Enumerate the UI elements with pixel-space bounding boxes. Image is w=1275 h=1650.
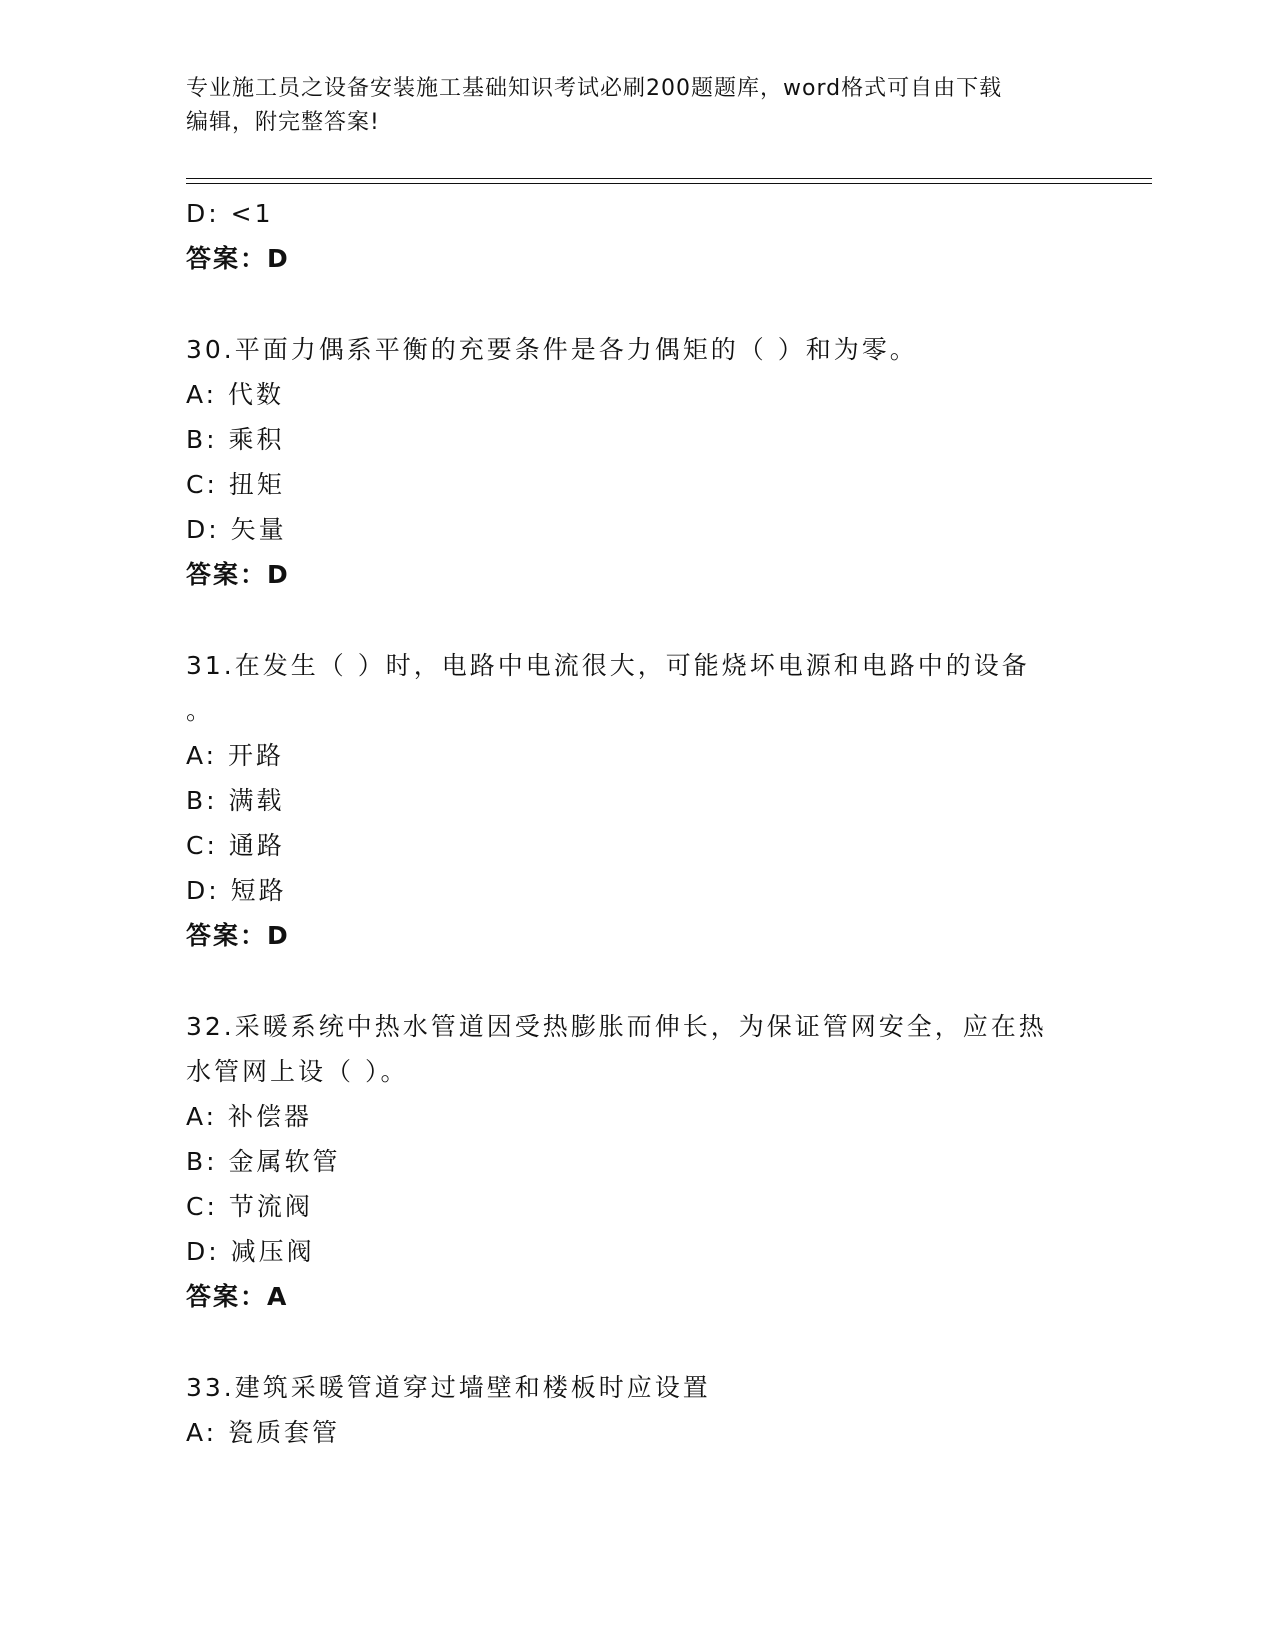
option-c: C: 节流阀 xyxy=(186,1192,313,1221)
header-rule-bottom xyxy=(186,183,1152,184)
question-list xyxy=(186,191,1086,1455)
option-a: A: 开路 xyxy=(186,741,285,770)
question-stem: 32.采暖系统中热水管道因受热膨胀而伸长，为保证管网安全，应在热 xyxy=(186,1012,1047,1041)
spacer xyxy=(186,597,1086,643)
question-stem: 31.在发生（ ）时，电路中电流很大，可能烧坏电源和电路中的设备 xyxy=(186,651,1030,680)
answer-label: 答案：A xyxy=(186,1282,289,1311)
option-d: D: 减压阀 xyxy=(186,1237,315,1266)
option-c: C: 通路 xyxy=(186,831,285,860)
option-c: C: 扭矩 xyxy=(186,470,285,499)
option-d: D: 短路 xyxy=(186,876,287,905)
option-b: B: 乘积 xyxy=(186,425,285,454)
option-d: D: <1 xyxy=(186,199,274,228)
question-stem-continuation: 。 xyxy=(186,696,215,725)
spacer xyxy=(186,958,1086,1004)
option-d: D: 矢量 xyxy=(186,515,287,544)
document-header xyxy=(186,72,1066,140)
question-stem: 33.建筑采暖管道穿过墙壁和楼板时应设置 xyxy=(186,1373,711,1402)
answer-label: 答案：D xyxy=(186,921,290,950)
header-title-line-2: 编辑，附完整答案! xyxy=(186,110,380,135)
question-stem: 30.平面力偶系平衡的充要条件是各力偶矩的（ ）和为零。 xyxy=(186,335,918,364)
option-a: A: 补偿器 xyxy=(186,1102,313,1131)
spacer xyxy=(186,1319,1086,1365)
answer-label: 答案：D xyxy=(186,244,290,273)
answer-label: 答案：D xyxy=(186,560,290,589)
option-b: B: 满载 xyxy=(186,786,285,815)
option-b: B: 金属软管 xyxy=(186,1147,341,1176)
question-stem-continuation: 水管网上设（ ）。 xyxy=(186,1057,409,1086)
header-title-line-1: 专业施工员之设备安装施工基础知识考试必刷200题题库，word格式可自由下载 xyxy=(186,76,1003,101)
option-a: A: 代数 xyxy=(186,380,285,409)
option-a: A: 瓷质套管 xyxy=(186,1418,341,1447)
header-rule-top xyxy=(186,178,1152,179)
spacer xyxy=(186,281,1086,327)
